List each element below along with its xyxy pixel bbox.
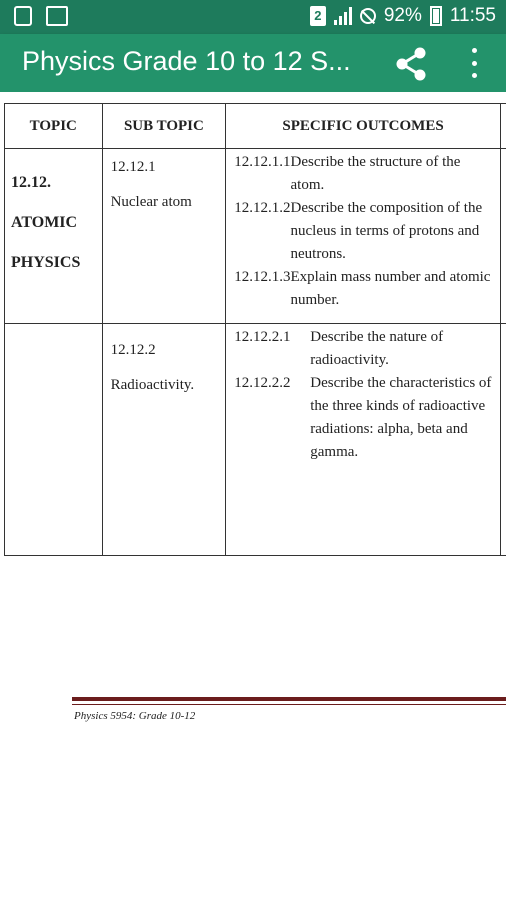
app-bar [0,34,506,92]
clock: 11:55 [449,5,496,26]
battery-icon [430,6,442,26]
sub-topic-name: Radioactivity. [110,377,195,393]
outcome-code: 12.12.1.2 [234,200,291,216]
header-sub-topic: SUB TOPIC [102,104,226,149]
outcome-text: Describe the nature of radioactivity. [310,329,444,368]
outcome-item [234,372,496,464]
battery-percent: 92% [383,5,422,26]
sub-topic-code: 12.12.1 [110,159,156,175]
app-title: Physics Grade 10 to 12 S... [22,46,351,76]
sub-topic-name: Nuclear atom [110,194,192,210]
outcome-text: Explain mass number and atomic number. [290,269,491,308]
image-icon [46,6,68,26]
cut-column-cell [500,324,506,556]
more-options-icon[interactable] [468,48,480,78]
screenshot-icon [14,6,32,26]
share-icon[interactable] [393,46,429,82]
footer-rule [72,697,506,701]
sub-topic-cell [102,324,226,556]
document-page [0,92,506,900]
outcome-code: 12.12.2.2 [234,375,291,391]
sub-topic-cell [102,149,226,324]
cut-column-cell [500,149,506,324]
signal-icon [334,7,352,25]
table-header-row [5,104,506,149]
outcome-code: 12.12.1.3 [234,269,291,285]
sub-topic-code: 12.12.2 [110,342,156,358]
outcome-text: Describe the composition of the nucleus in terms of protons and neutrons. [290,200,483,262]
outcome-item [234,266,496,312]
no-signal-icon [360,8,376,24]
header-cut-column [500,104,506,149]
header-specific-outcomes: SPECIFIC OUTCOMES [226,104,501,149]
outcomes-cell [226,149,501,324]
outcomes-cell [226,324,501,556]
outcome-item [234,151,496,197]
table-row [5,324,506,556]
header-topic: TOPIC [5,104,103,149]
table-row [5,149,506,324]
outcome-code: 12.12.2.1 [234,329,291,345]
sim-icon: 2 [310,6,326,26]
status-bar [0,0,506,34]
outcome-item [234,326,496,372]
outcomes-table [4,103,506,556]
topic-line: PHYSICS [11,254,81,271]
footer-rule-thin [72,704,506,705]
outcome-code: 12.12.1.1 [234,154,291,170]
page-footer: Physics 5954: Grade 10-12 [74,710,196,722]
topic-cell-empty [5,324,103,556]
topic-cell [5,149,103,324]
outcome-item [234,197,496,266]
outcome-text: Describe the characteristics of the three kinds of radioactive radiations: alpha, beta and gamma. [310,375,492,460]
outcome-text: Describe the structure of the atom. [290,154,461,193]
topic-line: 12.12. [11,174,51,191]
topic-line: ATOMIC [11,214,78,231]
